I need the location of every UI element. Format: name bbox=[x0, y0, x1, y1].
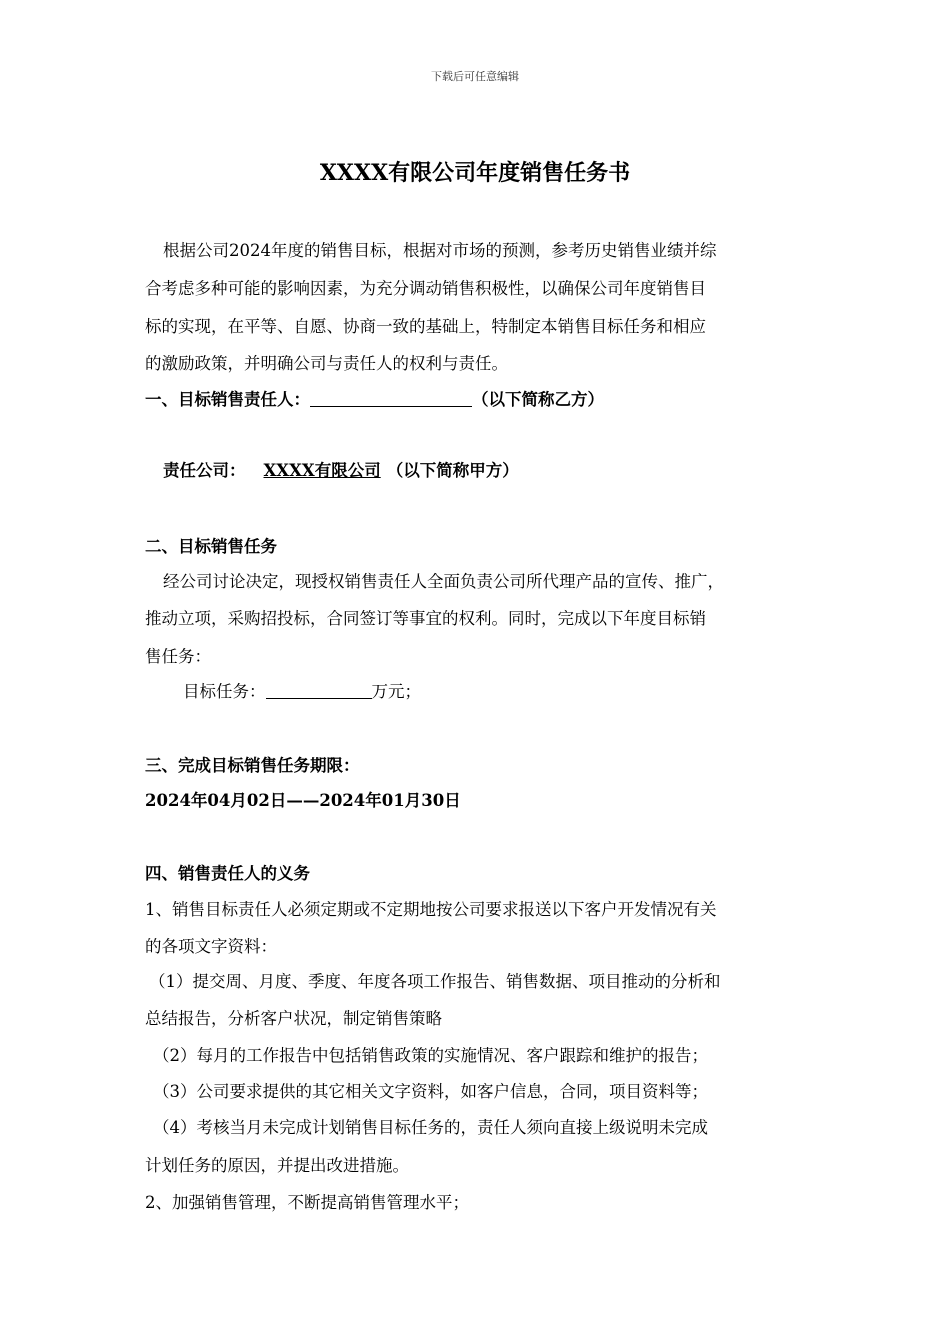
section1-responsible-line bbox=[145, 389, 825, 411]
section3-period: 2024年04月02日——2024年01月30日 bbox=[145, 791, 461, 810]
company-value: XXXX有限公司 bbox=[263, 461, 381, 480]
section1-company-line bbox=[145, 460, 843, 482]
intro-line-1: 根据公司2024年度的销售目标，根据对市场的预测，参考历史销售业绩并综 bbox=[163, 241, 717, 260]
section4-line-1: 1、销售目标责任人必须定期或不定期地按公司要求报送以下客户开发情况有关 bbox=[145, 900, 717, 919]
section1-label: 一、目标销售责任人： bbox=[145, 390, 310, 409]
section4-line-8: 计划任务的原因，并提出改进措施。 bbox=[145, 1156, 409, 1175]
section3-heading: 三、完成目标销售任务期限： bbox=[145, 756, 360, 775]
company-suffix: （以下简称甲方） bbox=[386, 461, 519, 480]
header-note: 下载后可任意编辑 bbox=[431, 70, 519, 83]
section2-heading: 二、目标销售任务 bbox=[145, 537, 277, 556]
intro-line-4: 的激励政策，并明确公司与责任人的权利与责任。 bbox=[145, 354, 508, 373]
section4-line-4: 总结报告，分析客户状况，制定销售策略 bbox=[145, 1009, 442, 1028]
section2-body-line-3: 售任务： bbox=[145, 647, 211, 666]
target-label: 目标任务： bbox=[183, 682, 266, 701]
section4-heading: 四、销售责任人的义务 bbox=[145, 864, 310, 883]
section1-suffix: （以下简称乙方） bbox=[472, 390, 604, 409]
section4-line-2: 的各项文字资料： bbox=[145, 937, 277, 956]
intro-line-2: 合考虑多种可能的影响因素，为充分调动销售积极性，以确保公司年度销售目 bbox=[145, 279, 706, 298]
section4-line-6: （3）公司要求提供的其它相关文字资料，如客户信息，合同，项目资料等； bbox=[153, 1082, 708, 1101]
target-amount-blank[interactable] bbox=[266, 682, 372, 699]
section4-line-5: （2）每月的工作报告中包括销售政策的实施情况、客户跟踪和维护的报告； bbox=[153, 1046, 708, 1065]
section4-line-7: （4）考核当月未完成计划销售目标任务的，责任人须向直接上级说明未完成 bbox=[153, 1118, 708, 1137]
document-title: XXXX有限公司年度销售任务书 bbox=[319, 160, 631, 186]
responsible-person-blank[interactable] bbox=[310, 390, 472, 407]
section4-line-9: 2、加强销售管理，不断提高销售管理水平； bbox=[145, 1193, 469, 1212]
target-task-line bbox=[145, 681, 863, 703]
target-unit: 万元； bbox=[371, 682, 421, 701]
section4-line-3: （1）提交周、月度、季度、年度各项工作报告、销售数据、项目推动的分析和 bbox=[149, 972, 721, 991]
intro-line-3: 标的实现，在平等、自愿、协商一致的基础上，特制定本销售目标任务和相应 bbox=[145, 317, 706, 336]
section2-body-line-2: 推动立项，采购招投标，合同签订等事宜的权利。同时，完成以下年度目标销 bbox=[145, 609, 706, 628]
section2-body-line-1: 经公司讨论决定，现授权销售责任人全面负责公司所代理产品的宣传、推广， bbox=[163, 572, 724, 591]
company-label: 责任公司： bbox=[163, 461, 246, 480]
